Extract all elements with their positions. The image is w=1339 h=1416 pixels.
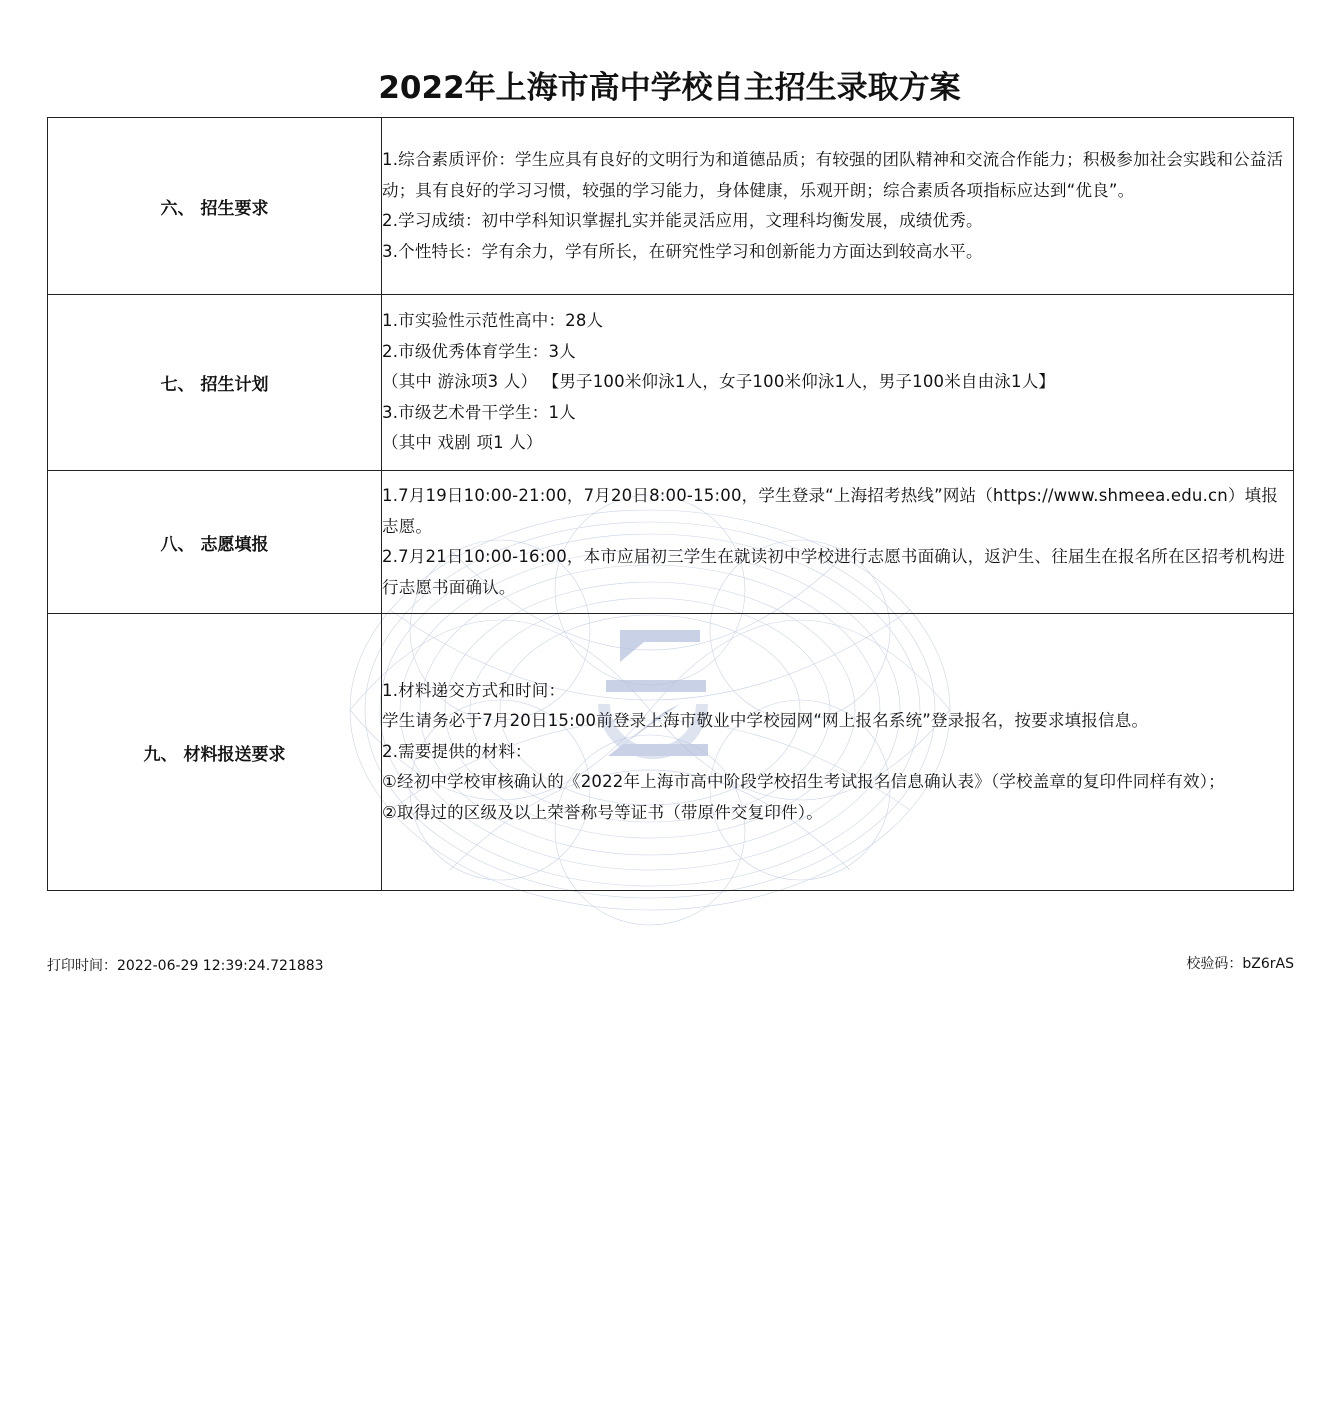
table-row [48,471,1294,614]
table-row [48,614,1294,891]
section-line: 2.学习成绩：初中学科知识掌握扎实并能灵活应用，文理科均衡发展，成绩优秀。 [382,211,983,230]
table-row [48,295,1294,471]
section-line: ②取得过的区级及以上荣誉称号等证书（带原件交复印件）。 [382,802,823,822]
section-body [382,118,1294,295]
section-label: 八、 志愿填报 [48,471,382,614]
table-row [48,118,1294,295]
section-line: 1.综合素质评价：学生应具有良好的文明行为和道德品质；有较强的团队精神和交流合作能力；积极参加社会实践和公益活动；具有良好的学习习惯，较强的学习能力，身体健康，乐观开朗；综合素质各项指标应达到“优良”。 [382,150,1284,200]
section-body [382,295,1294,471]
section-line: 学生请务必于7月20日15:00前登录上海市敬业中学校园网“网上报名系统”登录报名，按要求填报信息。 [382,711,1149,731]
section-line: 1.7月19日10:00-21:00，7月20日8:00-15:00，学生登录“上海招考热线”网站（https://www.shmeea.edu.cn）填报志愿。 [382,486,1279,536]
section-line: ①经初中学校审核确认的《2022年上海市高中阶段学校招生考试报名信息确认表》（学校盖章的复印件同样有效）； [382,772,1225,792]
print-time-value: 2022-06-29 12:39:24.721883 [117,958,324,974]
admission-plan-table [47,117,1294,891]
section-label: 九、 材料报送要求 [48,614,382,891]
print-time-label: 打印时间： [47,958,117,974]
print-time [47,955,324,975]
section-line: 3.市级艺术骨干学生：1人 [382,402,576,422]
section-line: （其中 戏剧 项1 人） [382,433,543,453]
checksum-label: 校验码： [1186,956,1243,972]
section-body [382,471,1294,614]
page-title: 2022年上海市高中学校自主招生录取方案 [378,70,961,106]
section-line: 2.7月21日10:00-16:00，本市应届初三学生在就读初中学校进行志愿书面确认，返沪生、往届生在报名所在区招考机构进行志愿书面确认。 [382,547,1285,597]
checksum-value: bZ6rAS [1242,956,1294,972]
checksum [1186,953,1294,973]
section-label: 七、 招生计划 [48,295,382,471]
section-label: 六、 招生要求 [48,118,382,295]
section-line: 1.材料递交方式和时间： [382,680,566,700]
section-line: 2.需要提供的材料： [382,741,532,761]
section-body [382,614,1294,891]
section-line: 3.个性特长：学有余力，学有所长，在研究性学习和创新能力方面达到较高水平。 [382,241,983,261]
section-line: 1.市实验性示范性高中：28人 [382,311,604,331]
section-line: 2.市级优秀体育学生：3人 [382,341,576,361]
section-line: （其中 游泳项3 人） 【男子100米仰泳1人，女子100米仰泳1人，男子100米自由泳1人】 [382,372,1056,392]
